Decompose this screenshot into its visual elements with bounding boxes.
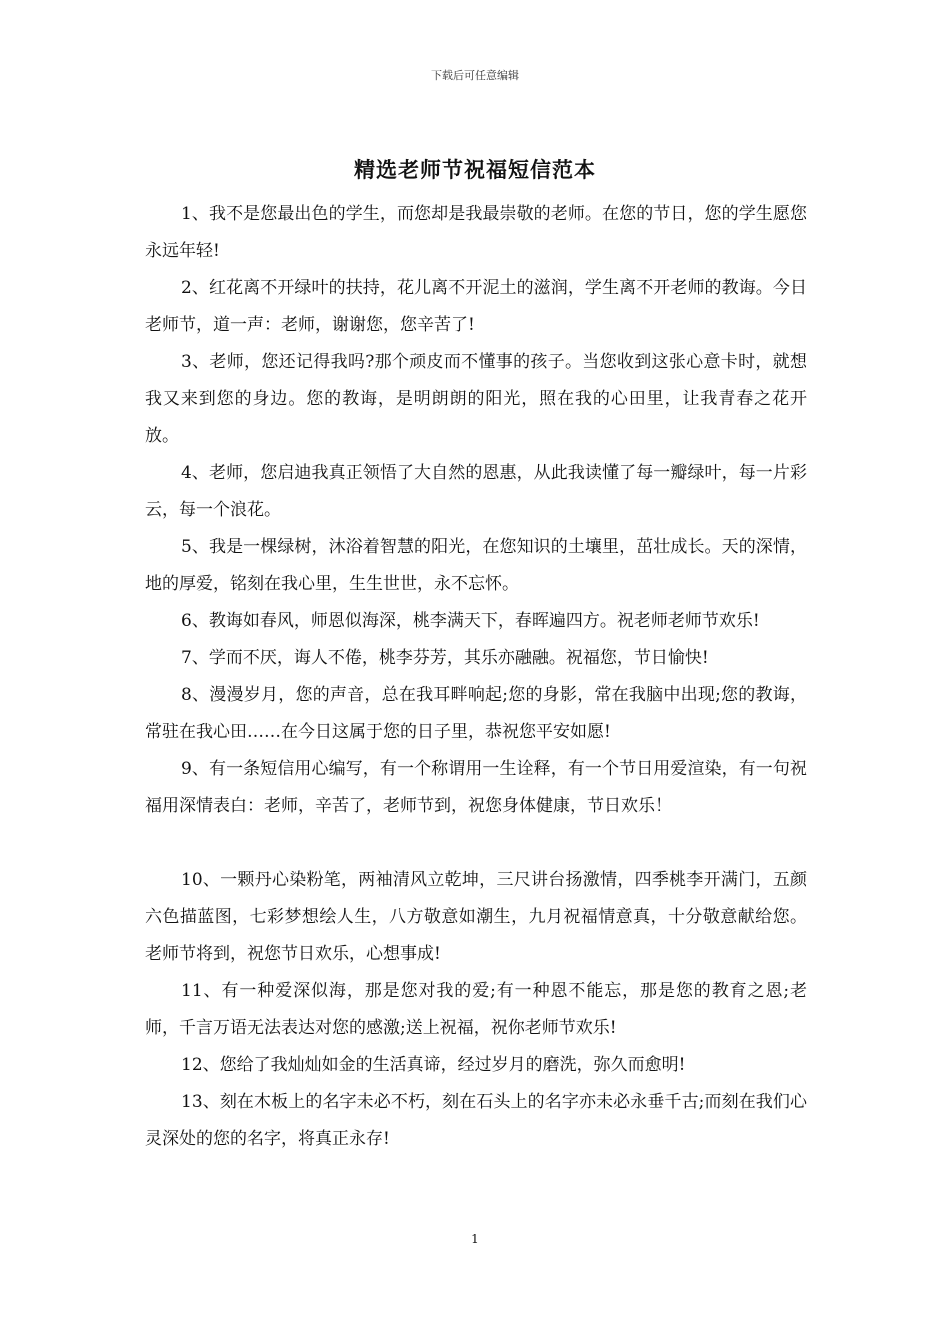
page-number: 1 — [471, 1232, 479, 1246]
paragraph-11: 11、有一种爱深似海，那是您对我的爱;有一种恩不能忘，那是您的教育之恩;老师，千言万语无法表达对您的感激;送上祝福，祝你老师节欢乐! — [145, 981, 807, 1038]
paragraph-4: 4、老师，您启迪我真正领悟了大自然的恩惠，从此我读懂了每一瓣绿叶，每一片彩云，每一个浪花。 — [145, 463, 807, 520]
paragraph-2: 2、红花离不开绿叶的扶持，花儿离不开泥土的滋润，学生离不开老师的教诲。今日老师节，道一声：老师，谢谢您，您辛苦了! — [145, 278, 807, 335]
document-title: 精选老师节祝福短信范本 — [354, 158, 596, 182]
header-note: 下载后可任意编辑 — [431, 69, 519, 82]
paragraph-6: 6、教诲如春风，师恩似海深，桃李满天下，春晖遍四方。祝老师老师节欢乐! — [181, 611, 760, 631]
paragraph-12: 12、您给了我灿灿如金的生活真谛，经过岁月的磨洗，弥久而愈明! — [181, 1055, 686, 1075]
document-body — [145, 196, 807, 1158]
paragraph-8: 8、漫漫岁月，您的声音，总在我耳畔响起;您的身影，常在我脑中出现;您的教诲，常驻在我心田……在今日这属于您的日子里，恭祝您平安如愿! — [145, 685, 807, 742]
paragraph-5: 5、我是一棵绿树，沐浴着智慧的阳光，在您知识的土壤里，茁壮成长。天的深情，地的厚爱，铭刻在我心里，生生世世，永不忘怀。 — [145, 537, 807, 594]
paragraph-10: 10、一颗丹心染粉笔，两袖清风立乾坤，三尺讲台扬激情，四季桃李开满门，五颜六色描蓝图，七彩梦想绘人生，八方敬意如潮生，九月祝福情意真，十分敬意献给您。老师节将到，祝您节日欢乐，心想事成! — [145, 870, 807, 964]
paragraph-9: 9、有一条短信用心编写，有一个称谓用一生诠释，有一个节日用爱渲染，有一句祝福用深情表白：老师，辛苦了，老师节到，祝您身体健康，节日欢乐！ — [145, 759, 807, 816]
paragraph-13: 13、刻在木板上的名字未必不朽，刻在石头上的名字亦未必永垂千古;而刻在我们心灵深处的您的名字，将真正永存! — [145, 1092, 807, 1149]
paragraph-7: 7、学而不厌，诲人不倦，桃李芬芳，其乐亦融融。祝福您，节日愉快! — [181, 648, 709, 668]
paragraph-3: 3、老师，您还记得我吗?那个顽皮而不懂事的孩子。当您收到这张心意卡时，就想我又来到您的身边。您的教诲，是明朗朗的阳光，照在我的心田里，让我青春之花开放。 — [145, 352, 807, 446]
paragraph-1: 1、我不是您最出色的学生，而您却是我最崇敬的老师。在您的节日，您的学生愿您永远年轻! — [145, 204, 807, 261]
